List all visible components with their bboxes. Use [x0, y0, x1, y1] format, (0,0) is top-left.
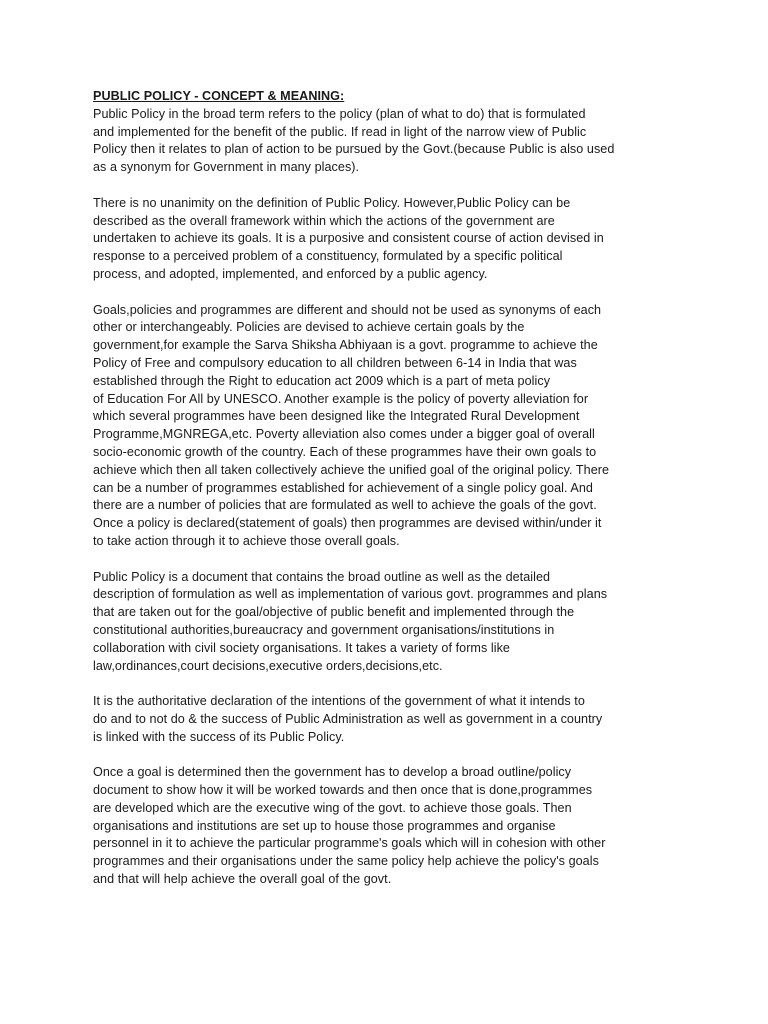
paragraph-line: to take action through it to achieve those overall goals.: [93, 533, 400, 548]
document-page: [93, 88, 693, 907]
paragraph-line: There is no unanimity on the definition of Public Policy. However,Public Policy can be: [93, 195, 571, 210]
paragraph-line: programmes and their organisations under the same policy help achieve the policy's goals: [93, 854, 599, 869]
paragraph-line: described as the overall framework within which the actions of the government are: [93, 213, 555, 228]
paragraph-line: document to show how it will be worked towards and then once that is done,programmes: [93, 783, 593, 798]
paragraph-line: as a synonym for Government in many places).: [93, 160, 360, 175]
paragraph-definition: [93, 106, 693, 177]
paragraph-line: Policy of Free and compulsory education to all children between 6-14 in India that was: [93, 355, 577, 370]
paragraph-line: there are a number of policies that are formulated as well to achieve the goals of the govt.: [93, 498, 597, 513]
paragraph-line: Once a goal is determined then the government has to develop a broad outline/policy: [93, 765, 572, 780]
paragraph-line: which several programmes have been designed like the Integrated Rural Development: [93, 409, 580, 424]
paragraph-authoritative: [93, 693, 693, 746]
paragraph-line: personnel in it to achieve the particular programme's goals which will in cohesion with other: [93, 836, 606, 851]
paragraph-line: organisations and institutions are set up to house those programmes and organise: [93, 818, 556, 833]
paragraph-line: do and to not do & the success of Public Administration as well as government in a country: [93, 711, 603, 726]
paragraph-line: Goals,policies and programmes are different and should not be used as synonyms of each: [93, 302, 602, 317]
paragraph-line: undertaken to achieve its goals. It is a purposive and consistent course of action devised in: [93, 231, 604, 246]
paragraph-goals-policies: [93, 302, 693, 551]
paragraph-line: and that will help achieve the overall goal of the govt.: [93, 872, 392, 887]
paragraph-line: response to a perceived problem of a constituency, formulated by a specific political: [93, 249, 563, 264]
document-heading: PUBLIC POLICY - CONCEPT & MEANING:: [93, 89, 345, 103]
paragraph-line: and implemented for the benefit of the public. If read in light of the narrow view of Public: [93, 124, 587, 139]
paragraph-line: Once a policy is declared(statement of goals) then programmes are devised within/under it: [93, 516, 602, 531]
paragraph-line: is linked with the success of its Public Policy.: [93, 729, 345, 744]
paragraph-line: Public Policy is a document that contains the broad outline as well as the detailed: [93, 569, 551, 584]
paragraph-line: are developed which are the executive wing of the govt. to achieve those goals. Then: [93, 800, 572, 815]
paragraph-line: other or interchangeably. Policies are devised to achieve certain goals by the: [93, 320, 525, 335]
paragraph-line: socio-economic growth of the country. Each of these programmes have their own goals to: [93, 444, 597, 459]
paragraph-goal-determined: [93, 764, 693, 889]
paragraph-line: of Education For All by UNESCO. Another example is the policy of poverty alleviation for: [93, 391, 589, 406]
paragraph-line: process, and adopted, implemented, and enforced by a public agency.: [93, 266, 488, 281]
paragraph-line: can be a number of programmes established for achievement of a single policy goal. And: [93, 480, 593, 495]
paragraph-line: collaboration with civil society organisations. It takes a variety of forms like: [93, 640, 510, 655]
paragraph-line: It is the authoritative declaration of the intentions of the government of what it intends to: [93, 694, 585, 709]
paragraph-line: Public Policy in the broad term refers to the policy (plan of what to do) that is formulated: [93, 106, 586, 121]
paragraph-document: [93, 569, 693, 676]
paragraph-line: established through the Right to education act 2009 which is a part of meta policy: [93, 373, 551, 388]
paragraph-unanimity: [93, 195, 693, 284]
paragraph-line: Programme,MGNREGA,etc. Poverty alleviation also comes under a bigger goal of overall: [93, 427, 595, 442]
paragraph-line: government,for example the Sarva Shiksha Abhiyaan is a govt. programme to achieve the: [93, 338, 598, 353]
paragraph-line: achieve which then all taken collectively achieve the unified goal of the original policy. There: [93, 462, 610, 477]
paragraph-line: Policy then it relates to plan of action to be pursued by the Govt.(because Public is also used: [93, 142, 615, 157]
paragraph-line: that are taken out for the goal/objective of public benefit and implemented through the: [93, 605, 575, 620]
paragraph-line: description of formulation as well as implementation of various govt. programmes and plans: [93, 587, 608, 602]
paragraph-line: law,ordinances,court decisions,executive orders,decisions,etc.: [93, 658, 443, 673]
paragraph-line: constitutional authorities,bureaucracy and government organisations/institutions in: [93, 622, 555, 637]
